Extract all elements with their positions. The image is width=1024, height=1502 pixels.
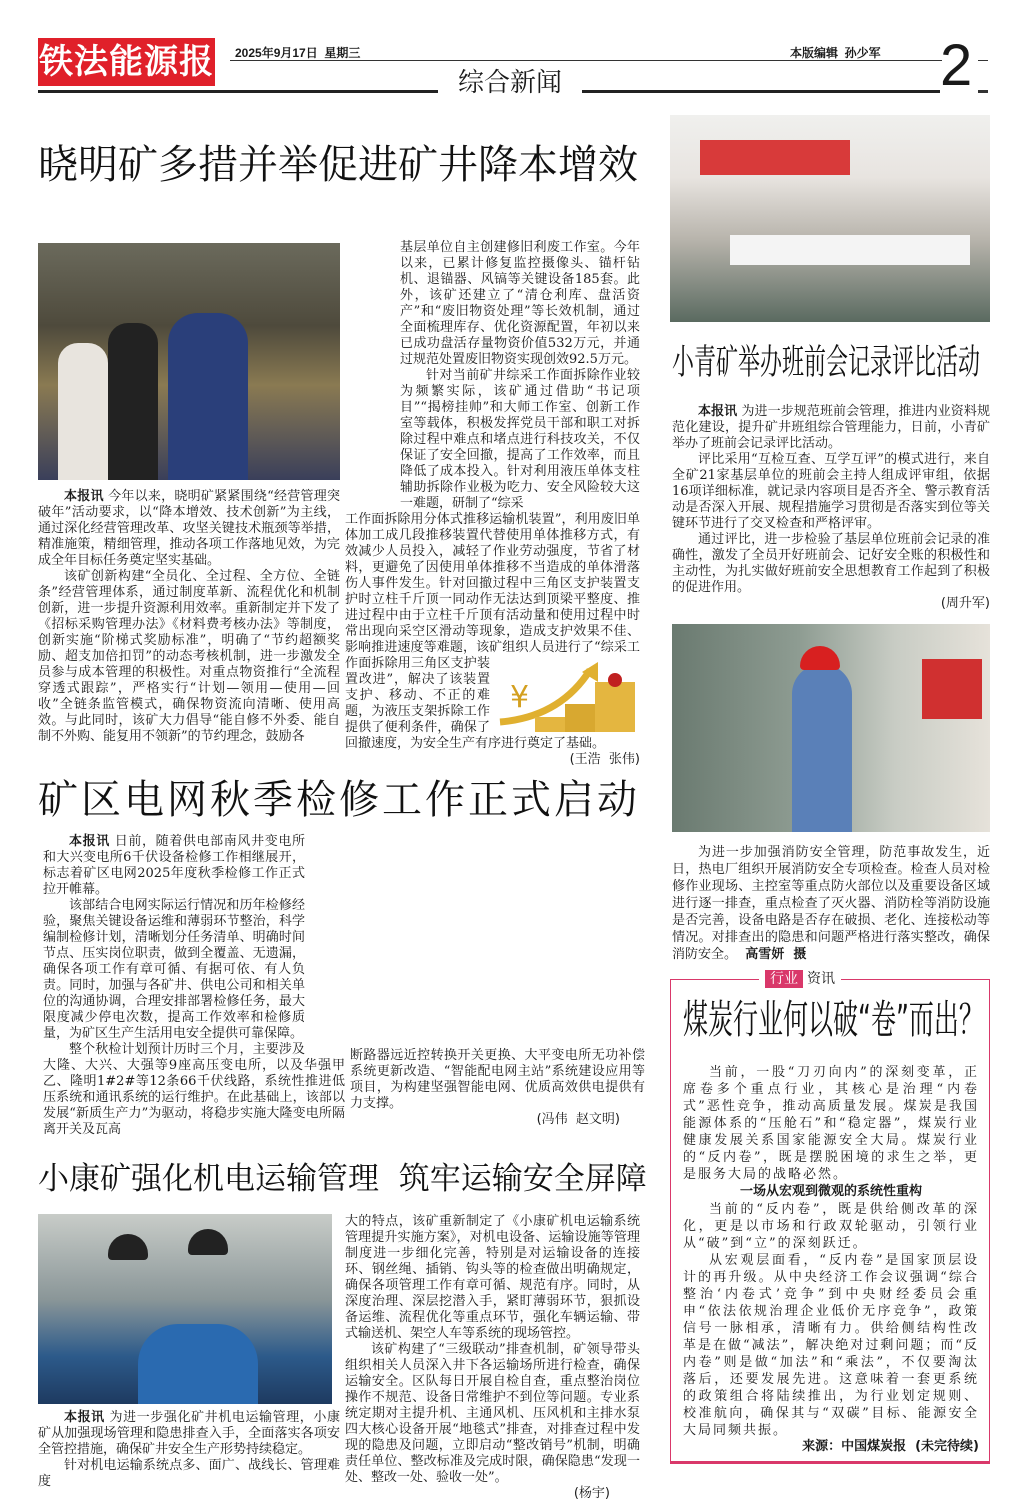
date-text: 2025年9月17日 xyxy=(235,46,318,60)
motor-equipment xyxy=(138,1324,258,1404)
paragraph: 该矿构建了“三级联动”排查机制，矿领导带头组织相关人员深入井下各运输场所进行检查，确保运输安全。区队每日开展自检自查，重点整治岗位操作不规范、设备日常维护不到位等问题。专业系统定期对主提升机、主通风机、压风机和主排水泵四大核心设备开展“地毯式”排查，对排查过程中发现的隐患及问题，立即启动“整改销号”机制，明确责任单位、整改标准及完成时限，确保隐患“发现一处、整改一处、验收一处”。 xyxy=(345,1342,640,1485)
tag-label: 行业 xyxy=(765,970,803,988)
article1-body xyxy=(38,240,640,768)
article1-headline-block xyxy=(38,135,640,240)
gold-coins-illustration xyxy=(490,662,640,732)
article2-headline: 小青矿举办班前会记录评比活动 xyxy=(672,343,981,384)
article2-photo-meeting xyxy=(670,115,990,322)
article1-column-c xyxy=(345,512,640,768)
article3-headline: 矿区电网秋季检修工作正式启动 xyxy=(38,777,640,823)
lead-label: 本报讯 xyxy=(64,1410,105,1425)
fire-photo-caption xyxy=(670,844,990,963)
paragraph: 整个秋检计划预计历时三个月，主要涉及大隆、大兴、大强等9座高压变电所，以及华强甲乙、隆明1#2#等12条66千伏线路，系统性推进低压系统和通讯系统的运行维护。在此基础上，该部以发展“新质生产力”为驱动，将稳步实施大隆变电所隔离开关及瓦高 xyxy=(43,1042,345,1137)
article1-headline: 晓明矿多措并举促进矿井降本增效 xyxy=(38,142,638,188)
helmet xyxy=(188,1229,228,1255)
article1-column-a xyxy=(38,489,340,745)
page-rule-bottom xyxy=(978,90,988,93)
paragraph: 基层单位自主创建修旧利废工作室。今年以来，已累计修复监控摄像头、锚杆钻机、退锚器、风镐等关键设备185套。此外，该矿还建立了“清仓利库、盘活资产”和“废旧物资处理”等长效机制，通过全面梳理库存、优化资源配置，年初以来已成功盘活存量物资价值532万元，并通过规范处置废旧物资实现创效92.5万元。 xyxy=(400,240,640,367)
newspaper-logo: 铁法能源报 xyxy=(38,38,215,86)
paragraph: 评比采用“互检互查、互学互评”的模式进行，来自全矿21家基层单位的班前会主持人组成评审组，依据16项详细标准，就记录内容项目是否齐全、警示教育活动是否深入开展、规程措施学习贯彻是否落实到位等关键环节进行了交叉检查和严格评审。 xyxy=(672,452,990,531)
paragraph: 日前，随着供电部南风井变电所和大兴变电所6千伏设备检修工作相继展开，标志着矿区电网2025年度秋季检修工作正式拉开帷幕。 xyxy=(43,834,305,897)
paragraph: 针对当前矿井综采工作面拆除作业较为频繁实际，该矿通过借助“书记项目”“揭榜挂帅”和大师工作室、创新工作室等载体，积极发挥党员干部和职工对拆除过程中难点和堵点进行科技攻关，不仅保证了安全回撤，提高了工作效率，而且降低了成本投入。针对利用液压单体支柱辅助拆除作业极为吃力、安全风险较大这一难题，研制了“综采 xyxy=(400,368,640,511)
article1-column-b xyxy=(345,240,640,512)
photo-credit: 高雪妍 摄 xyxy=(745,947,807,962)
section-title: 综合新闻 xyxy=(457,68,562,98)
meeting-table xyxy=(730,235,970,265)
float-spacer xyxy=(305,834,345,1044)
article4-headline: 小康矿强化机电运输管理 筑牢运输安全屏障 xyxy=(38,1161,647,1197)
article4-column-a xyxy=(38,1410,340,1490)
worker-figure xyxy=(108,323,158,480)
article3-headline-block xyxy=(38,772,640,834)
fire-inspection-photo xyxy=(672,624,990,832)
svg-text:¥: ¥ xyxy=(510,680,530,715)
main-left-area xyxy=(38,135,647,1502)
article1-left-column xyxy=(38,240,340,745)
article4-column-b xyxy=(345,1214,640,1502)
tag-suffix: 资讯 xyxy=(807,971,835,987)
paragraph: 今年以来，晓明矿紧紧围绕“经营管理突破年”活动要求，以“降本增效、技术创新”为主线，通过深化经营管理改革、攻坚关键技术瓶颈等举措，精准施策，精细管理，推动各项工作落地见效，为完成全年目标任务奠定坚实基础。 xyxy=(38,489,340,568)
article4-body xyxy=(38,1214,640,1502)
red-helmet xyxy=(800,646,840,670)
caption-text: 为进一步加强消防安全管理，防范事故发生，近日，热电厂组织开展消防安全专项检查。检查人员对检修作业现场、主控室等重点防火部位以及重要设备区域进行逐一排查，重点检查了灭火器、消防栓等消防设施是否完善，设备电路是否存在破损、老化、连接松动等情况。对排查出的隐患和问题严格进行落实整改，确保消防安全。 xyxy=(672,845,990,962)
header-rule-thick-right xyxy=(582,90,940,93)
paragraph: 为进一步强化矿井机电运输管理，小康矿从加强现场管理和隐患排查入手，全面落实各项安全管控措施，确保矿井安全生产形势持续稳定。 xyxy=(38,1410,340,1457)
paragraph: 通过评比，进一步检验了基层单位班前会记录的准确性，激发了全员开好班前会、记好安全账的积极性和主动性，为扎实做好班前安全思想教育工作起到了积极的促进作用。 xyxy=(672,532,990,595)
page-number: 2 xyxy=(940,33,973,98)
byline: (杨宇) xyxy=(573,1486,610,1501)
industry-tag xyxy=(759,968,841,990)
industry-news-box xyxy=(670,971,990,1464)
worker-figure xyxy=(168,313,248,480)
paragraph: 为进一步规范班前会管理，推进内业资料规范化建设，提升矿井班组综合管理能力，日前，小青矿举办了班前会记录评比活动。 xyxy=(672,404,990,451)
header-rule xyxy=(230,60,942,61)
article4-headline-block xyxy=(38,1152,647,1214)
paragraph: 工作面拆除用分体式推移运输机装置”，利用废旧单体加工成几段推移装置代替使用单体推移方式，有效减少人员投入，减轻了作业劳动强度，节省了材料，更避免了因使用单体推移不当造成的单体滑落伤人事件发生。针对回撤过程中三角区支护装置支护时立柱千斤顶一同动作无法达到顶梁平整度、推进过程中由于立柱千斤顶有活动量和使用过程中时常出现向采空区滑动等现象，造成支护效果不佳、影响推进速度等难题，该矿组织人员进行了“综采工作面拆除用三角区支护装置改进”，解决了该装置支护、移动、不正的难题，为液压支架拆除工作提供了便利条件，确保了回撤速度，为安全生产有序进行奠定了基础。 xyxy=(345,512,640,751)
paragraph: 针对机电运输系统点多、面广、战线长、管理难度 xyxy=(38,1458,340,1489)
lead-label: 本报讯 xyxy=(64,489,104,504)
article3-body xyxy=(38,834,645,1138)
subheading: 一场从宏观到微观的系统性重构 xyxy=(739,1184,922,1199)
paragraph: 当前的“反内卷”，既是供给侧改革的深化，更是以市场和行政双轮驱动，引领行业从“破”到“立”的深刻跃迁。 xyxy=(683,1202,979,1251)
article4-photo-mechanics xyxy=(38,1214,332,1404)
article4-left-column xyxy=(38,1214,340,1490)
article1-right-column xyxy=(345,240,640,768)
header-rule-thick-left xyxy=(38,90,438,93)
right-column xyxy=(670,115,990,1464)
lead-label: 本报讯 xyxy=(698,404,738,419)
industry-headline-block xyxy=(683,996,984,1058)
paragraph: 大的特点，该矿重新制定了《小康矿机电运输系统管理提升实施方案》，对机电设备、运输设施等管理制度进一步细化完善，特别是对运输设备的连接环、钢丝绳、插销、钩头等的检查做出明确规定，确保各项管理工作有章可循、规范有序。同时，从深度治理、深层挖潜入手，紧盯薄弱环节，狠抓设备运维、流程优化等重点环节，强化车辆运输、带式输送机、架空人车等系统的现场管控。 xyxy=(345,1214,640,1341)
issue-date xyxy=(235,44,360,61)
byline: (王浩 张伟) xyxy=(569,752,640,767)
page-rule-top xyxy=(978,60,988,61)
industry-headline: 煤炭行业何以破“卷”而出？ xyxy=(683,996,984,1043)
article2-headline-block xyxy=(670,342,990,404)
source-note: 来源：中国煤炭报 (未完待续) xyxy=(802,1439,979,1454)
byline: (周升军) xyxy=(940,596,990,611)
byline: (冯伟 赵文明) xyxy=(536,1112,620,1127)
industry-body xyxy=(683,1064,979,1455)
paragraph: 该矿创新构建“全员化、全过程、全方位、全链条”经营管理体系，通过制度革新、流程优化和机制创新，进一步提升资源利用效率。重新制定并下发了《招标采购管理办法》《材料费考核办法》等制度，创新实施“阶梯式奖励标准”，明确了“节约超额奖励、超支加倍扣罚”的动态考核机制，进一步激发全员参与成本管理的积极性。对重点物资推行“全流程穿透式跟踪”，严格实行“计划—领用—使用—回收”全链条监管模式，确保物资流向清晰、使用高效。与此同时，该矿大力倡导“能自修不外委、能自制不外购、能复用不领新”的节约理念，鼓励各 xyxy=(38,569,340,744)
meeting-banner xyxy=(700,140,850,175)
article2-body xyxy=(670,404,990,612)
weekday-text: 星期三 xyxy=(324,46,361,60)
page-editor: 本版编辑 孙少军 xyxy=(790,46,881,60)
article1-photo-warehouse xyxy=(38,243,340,480)
paragraph: 该部结合电网实际运行情况和历年检修经验，聚焦关键设备运维和薄弱环节整治，科学编制检修计划，清晰划分任务清单、明确时间节点、压实岗位职责，做到全覆盖、无遗漏，确保各项工作有章可循、有据可依、有人负责。同时，加强与各矿井、供电公司和相关单位的沟通协调，合理安排部署检修任务，最大限度减少停电次数，提高工作效率和检修质量，为矿区生产生活用电安全提供可靠保障。 xyxy=(43,898,305,1041)
inspector-figure xyxy=(792,664,852,832)
article3-column-b xyxy=(350,834,645,1128)
paragraph: 当前，一股“刀刃向内”的深刻变革，正席卷多个重点行业，其核心是治理“内卷式”恶性竞争，推动高质量发展。煤炭是我国能源体系的“压舱石”和“稳定器”，煤炭行业健康发展关系国家能源安全大局。煤炭行业的“反内卷”，既是摆脱困境的求生之举，更是服务大局的战略必然。 xyxy=(683,1065,979,1182)
article3-column-a xyxy=(43,834,345,1138)
safety-sign xyxy=(922,659,982,719)
helmet xyxy=(108,1234,148,1260)
paragraph: 断路器远近控转换开关更换、大平变电所无功补偿系统更新改造、“智能配电网主站”系统建设应用等项目，为构建坚强智能电网、优质高效供电提供有力支撑。 xyxy=(350,1048,645,1111)
paragraph: 从宏观层面看，“反内卷”是国家顶层设计的再升级。从中央经济工作会议强调“综合整治‘内卷式’竞争”到中央财经委员会重申“依法依规治理企业低价无序竞争”，政策信号一脉相承，清晰有力。供给侧结构性改革是在做“减法”，解决绝对过剩问题；而“反内卷”则是做“加法”和“乘法”，不仅要淘汰落后，还要发展先进。这意味着一套更系统的政策组合将陆续推出，为行业划定规则、校准航向，确保其与“双碳”目标、能源安全大局同频共振。 xyxy=(683,1253,979,1438)
lead-label: 本报讯 xyxy=(69,834,110,849)
worker-figure xyxy=(58,343,108,480)
